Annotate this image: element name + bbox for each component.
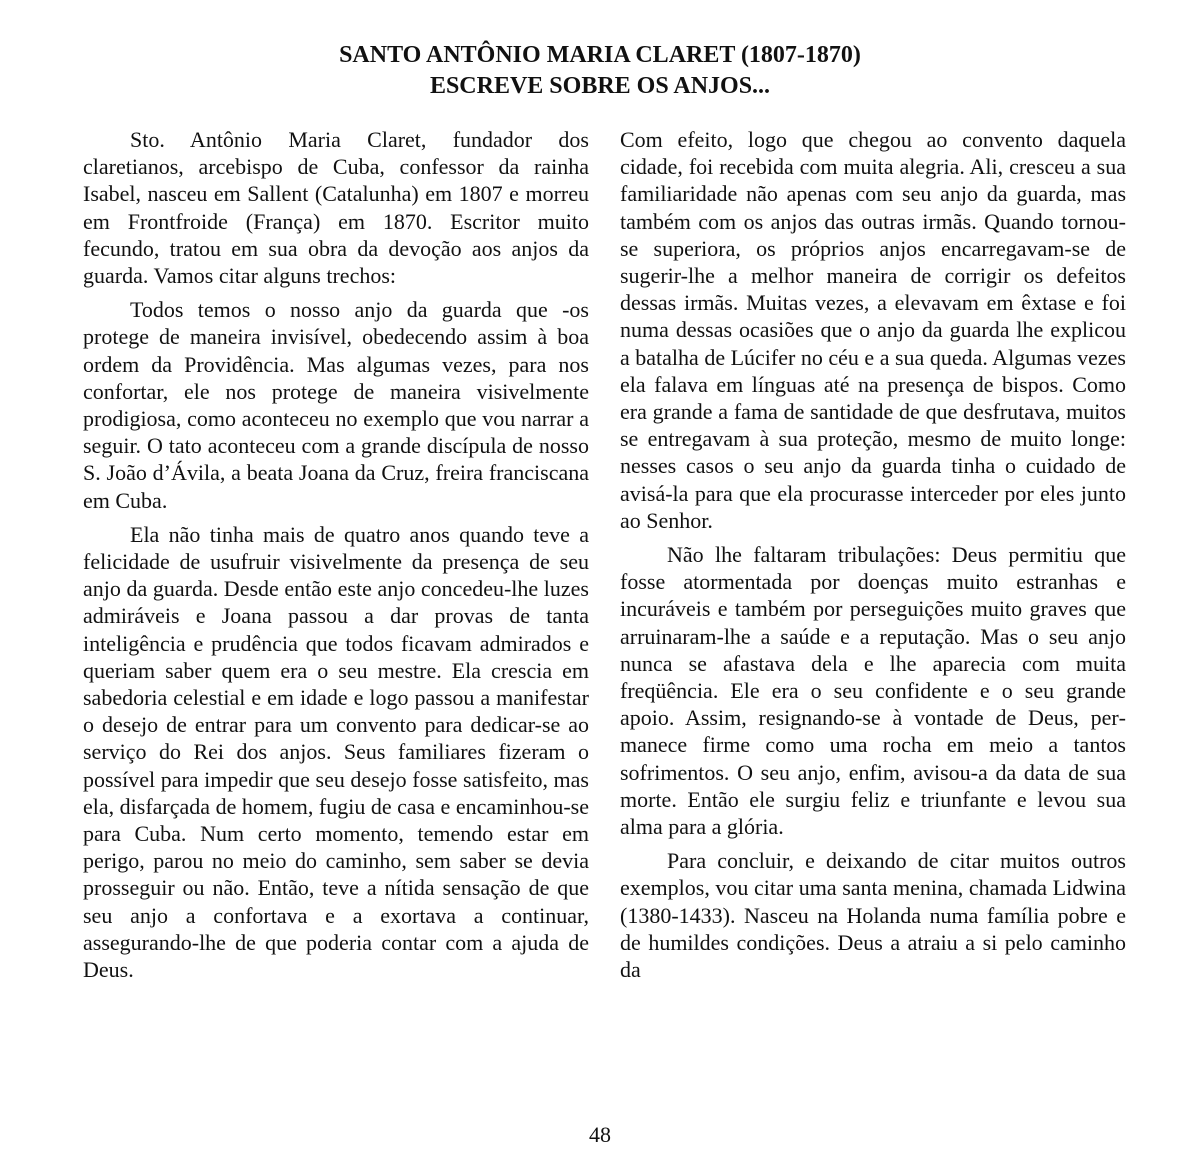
page-number: 48 (589, 1122, 611, 1147)
left-column (83, 126, 589, 990)
paragraph: Para concluir, e deixando de citar muitos outros exemplos, vou citar uma santa menina, chamada Lidwina (1380-1433). Nasceu na Holanda numa família pobre e de humildes condições. Deus a atraiu a si pelo caminho da (620, 848, 1126, 983)
paragraph: Ela não tinha mais de quatro anos quando teve a felicidade de usufruir visivelmente da presença de seu anjo da guarda. Desde então este anjo concedeu-lhe luzes admiráveis e Joana passou a dar provas de tanta inteligência e prudência que todos ficavam admirados e queriam saber quem era o seu mestre. Ela crescia em sabedoria celestial e em idade e logo passou a manifestar o desejo de entrar para um convento para dedicar-se ao serviço do Rei dos anjos. Seus familiares fizeram o possível para impedir que seu desejo fosse satisfeito, mas ela, disfarçada de homem, fugiu de casa e encaminhou-se para Cuba. Num certo momento, temendo estar em perigo, parou no meio do caminho, sem saber se devia prosseguir ou não. Então, teve a nítida sensação de que seu anjo a confortava e a exortava a continuar, assegurando-lhe de que poderia contar com a ajuda de Deus. (83, 521, 589, 983)
right-column (620, 126, 1126, 990)
page-title (0, 40, 1200, 102)
title-line-2: ESCREVE SOBRE OS ANJOS... (429, 73, 771, 99)
title-line-1: SANTO ANTÔNIO MARIA CLARET (1807-1870) (339, 42, 861, 68)
paragraph: Com efeito, logo que chegou ao convento daquela cidade, foi recebida com muita alegria. Ali, cresceu a sua familiaridade não apenas com seu anjo da guarda, mas também com os anjos das outras irmãs. Quando tornou-se superiora, os próprios anjos encarregavam-se de sugerir-lhe a melhor maneira de corrigir os defeitos dessas irmãs. Muitas vezes, a elevavam em êxtase e foi numa dessas ocasiões que o anjo da guarda lhe explicou a batalha de Lúcifer no céu e a sua queda. Algumas vezes ela falava em línguas até na presença de bispos. Como era grande a fama de santidade de que desfrutava, muitos se entregavam à sua proteção, mesmo de muito longe: nesses casos o seu anjo da guarda tinha o cuidado de avisá-la para que ela procurasse interceder por eles junto ao Senhor. (620, 127, 1126, 533)
paragraph: Sto. Antônio Maria Claret, fundador dos claretianos, arcebispo de Cuba, confessor da rainha Isabel, nasceu em Sallent (Catalunha) em 1807 e morreu em Frontfroide (França) em 1870. Escritor muito fecundo, tratou em sua obra da devoção aos anjos da guarda. Vamos citar alguns trechos: (83, 127, 589, 289)
paragraph: Todos temos o nosso anjo da guarda que -os protege de maneira invisível, obedecendo assim à boa ordem da Providência. Mas algumas vezes, para nos confortar, ele nos protege de maneira visivelmente prodigiosa, como aconteceu no exemplo que vou narrar a seguir. O tato aconteceu com a grande discípula de nosso S. João d’Ávila, a beata Joana da Cruz, freira franciscana em Cuba. (83, 297, 589, 513)
paragraph: Não lhe faltaram tribulações: Deus permitiu que fosse atormentada por doenças muito estranhas e incuráveis e também por perseguições muito graves que arruinaram-lhe a saúde e a reputação. Mas o seu anjo nunca se afastava dela e lhe aparecia com muita freqüência. Ele era o seu confidente e o seu grande apoio. Assim, resignando-se à vontade de Deus, permanece firme como uma rocha em meio a tantos sofrimentos. O seu anjo, enfim, avisou-a da data de sua morte. Então ele surgiu feliz e triunfante e levou sua alma para a glória. (620, 542, 1126, 840)
